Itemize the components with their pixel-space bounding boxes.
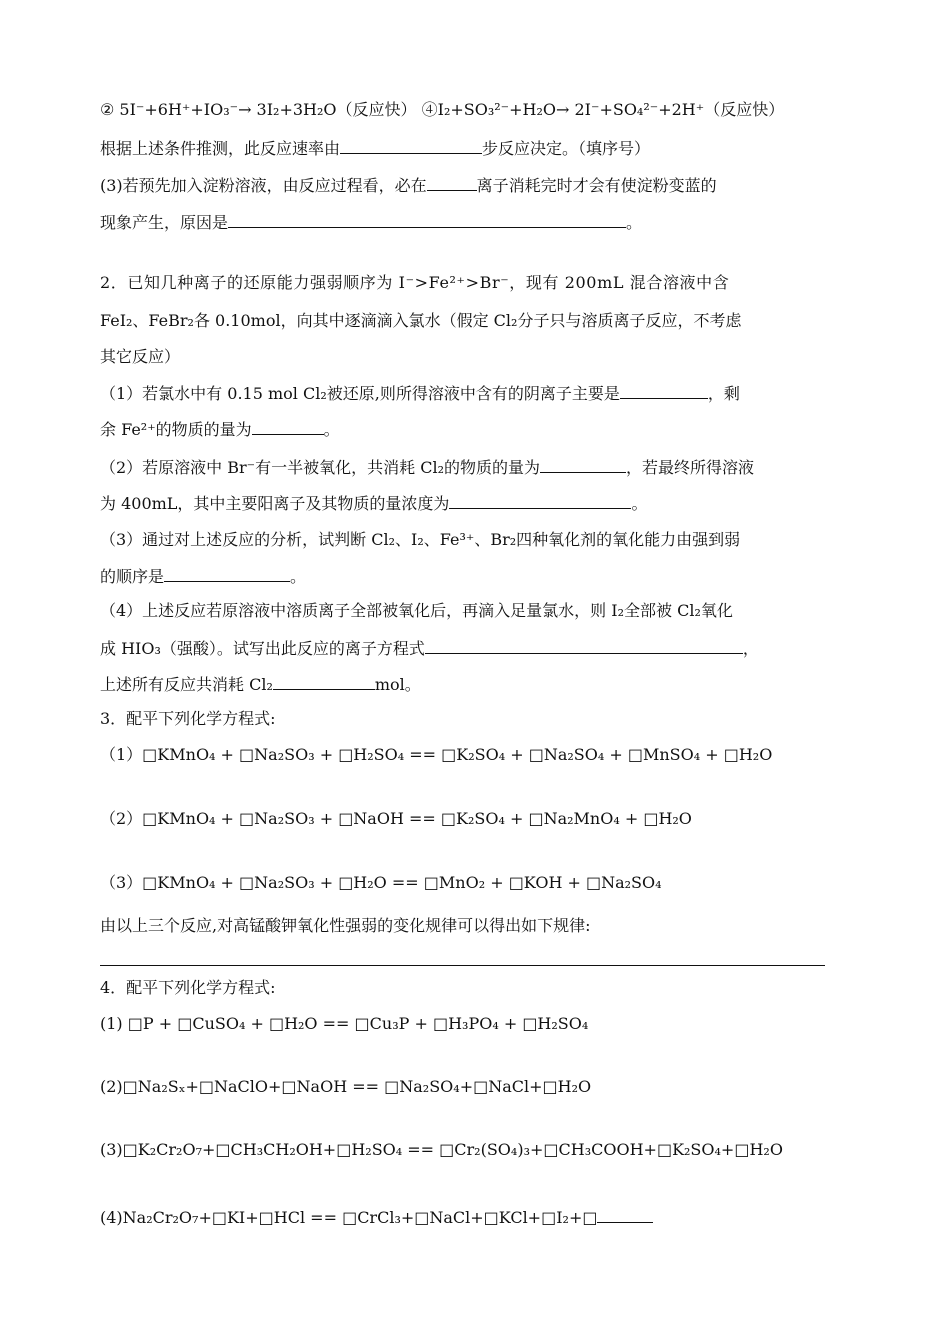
reason-line: [100, 211, 642, 233]
reason-text: 现象产生，原因是: [100, 213, 229, 232]
rate-question-line: [100, 137, 650, 159]
q3-title: [100, 709, 276, 729]
q2-4-line: [100, 601, 733, 621]
q2-4-text-2: 成 HIO₃（强酸）。试写出此反应的离子方程式: [100, 639, 425, 658]
order-blank[interactable]: [164, 565, 290, 582]
q3-equation-3: [100, 873, 662, 893]
q3-title-text: 3．配平下列化学方程式:: [100, 709, 276, 728]
q2-intro-text-3: 其它反应）: [100, 347, 181, 366]
q4-equation-1: [100, 1014, 588, 1034]
q2-2-text: （2）若原溶液中 Br⁻有一半被氧化，共消耗 Cl₂的物质的量为: [100, 458, 540, 477]
anion-blank[interactable]: [620, 382, 708, 399]
q4-equation-3: [100, 1140, 783, 1160]
reason-suffix: 。: [626, 213, 643, 232]
q2-4-suffix-3: mol。: [374, 675, 421, 694]
q2-4-line-2: [100, 637, 759, 659]
q2-4-suffix: ，: [742, 639, 759, 658]
q2-intro-line-1: [100, 273, 729, 293]
q1-3-text: (3)若预先加入淀粉溶液，由反应过程看，必在: [100, 176, 427, 195]
q2-4-text-3: 上述所有反应共消耗 Cl₂: [100, 675, 273, 694]
q3-rule-text: 由以上三个反应,对高锰酸钾氧化性强弱的变化规律可以得出如下规律:: [100, 916, 591, 935]
q3-equation-2-text: （2）□KMnO₄ + □Na₂SO₃ + □NaOH == □K₂SO₄ + □Na₂MnO₄ + □H₂O: [100, 809, 692, 828]
q4-equation-3-text: (3)□K₂Cr₂O₇+□CH₃CH₂OH+□H₂SO₄ == □Cr₂(SO₄)₃+□CH₃COOH+□K₂SO₄+□H₂O: [100, 1140, 783, 1159]
q2-3-suffix: 。: [290, 567, 307, 586]
q2-3-line-2: [100, 565, 306, 587]
q4-equation-4-text: (4)Na₂Cr₂O₇+□KI+□HCl == □CrCl₃+□NaCl+□KCl+□I₂+□: [100, 1208, 598, 1227]
q2-3-text-2: 的顺序是: [100, 567, 165, 586]
q2-1-text: （1）若氯水中有 0.15 mol Cl₂被还原,则所得溶液中含有的阴离子主要是: [100, 384, 620, 403]
q2-intro-line-3: [100, 347, 180, 367]
q3-equation-3-text: （3）□KMnO₄ + □Na₂SO₃ + □H₂O == □MnO₂ + □KOH + □Na₂SO₄: [100, 873, 662, 892]
q2-1-line-2: [100, 418, 340, 440]
q4-equation-4: [100, 1206, 653, 1228]
q2-1-text-2: 余 Fe²⁺的物质的量为: [100, 420, 252, 439]
q4-equation-2-text: (2)□Na₂Sₓ+□NaClO+□NaOH == □Na₂SO₄+□NaCl+□H₂O: [100, 1077, 592, 1096]
q2-1-line: [100, 382, 740, 404]
q2-4-line-3: [100, 673, 421, 695]
q2-intro-text-1: 2．已知几种离子的还原能力强弱顺序为 I⁻>Fe²⁺>Br⁻，现有 200mL 混合溶液中含: [100, 273, 730, 292]
q2-2-line-2: [100, 492, 647, 514]
q2-intro-line-2: [100, 311, 741, 331]
q3-rule-line: [100, 916, 590, 936]
q1-3-suffix: 离子消耗完时才会有使淀粉变蓝的: [476, 176, 717, 195]
ion-blank[interactable]: [427, 174, 477, 191]
q3-answer-rule[interactable]: [100, 965, 825, 966]
q4-title-text: 4．配平下列化学方程式:: [100, 978, 276, 997]
q2-2-text-2: 为 400mL，其中主要阳离子及其物质的量浓度为: [100, 494, 450, 513]
q2-2-line: [100, 456, 754, 478]
q2-intro-text-2: FeI₂、FeBr₂各 0.10mol，向其中逐滴滴入氯水（假定 Cl₂分子只与溶质离子反应，不考虑: [100, 311, 742, 330]
q4-title: [100, 978, 276, 998]
q2-1-suffix-2: 。: [323, 420, 340, 439]
q3-equation-2: [100, 809, 692, 829]
q4-equation-2: [100, 1077, 591, 1097]
rate-question-suffix: 步反应决定。（填序号）: [482, 139, 651, 158]
q2-4-text: （4）上述反应若原溶液中溶质离子全部被氧化后，再滴入足量氯水，则 I₂全部被 Cl₂氧化: [100, 601, 733, 620]
q3-equation-1: [100, 745, 772, 765]
q2-3-text: （3）通过对上述反应的分析，试判断 Cl₂、I₂、Fe³⁺、Br₂四种氧化剂的氧化能力由强到弱: [100, 530, 741, 549]
cation-conc-blank[interactable]: [449, 492, 631, 509]
reaction-steps-line: [100, 100, 784, 120]
q2-3-line: [100, 530, 740, 550]
reaction-steps-text: ② 5I⁻+6H⁺+IO₃⁻→ 3I₂+3H₂O（反应快） ④I₂+SO₃²⁻+H₂O→ 2I⁻+SO₄²⁻+2H⁺（反应快）: [100, 100, 785, 119]
ionic-equation-blank[interactable]: [425, 637, 743, 654]
q4-equation-1-text: (1) □P + □CuSO₄ + □H₂O == □Cu₃P + □H₃PO₄ + □H₂SO₄: [100, 1014, 589, 1033]
q3-equation-1-text: （1）□KMnO₄ + □Na₂SO₃ + □H₂SO₄ == □K₂SO₄ + □Na₂SO₄ + □MnSO₄ + □H₂O: [100, 745, 773, 764]
q2-1-suffix: ，剩: [707, 384, 740, 403]
cl2-amount-blank[interactable]: [540, 456, 626, 473]
reason-blank[interactable]: [228, 211, 626, 228]
q2-2-suffix: ，若最终所得溶液: [625, 458, 754, 477]
product-blank[interactable]: [597, 1206, 653, 1223]
q1-3-line: [100, 174, 717, 196]
q2-2-suffix-2: 。: [631, 494, 648, 513]
total-cl2-blank[interactable]: [273, 673, 375, 690]
rate-question-text: 根据上述条件推测，此反应速率由: [100, 139, 341, 158]
fe-amount-blank[interactable]: [252, 418, 324, 435]
rate-step-blank[interactable]: [340, 137, 482, 154]
